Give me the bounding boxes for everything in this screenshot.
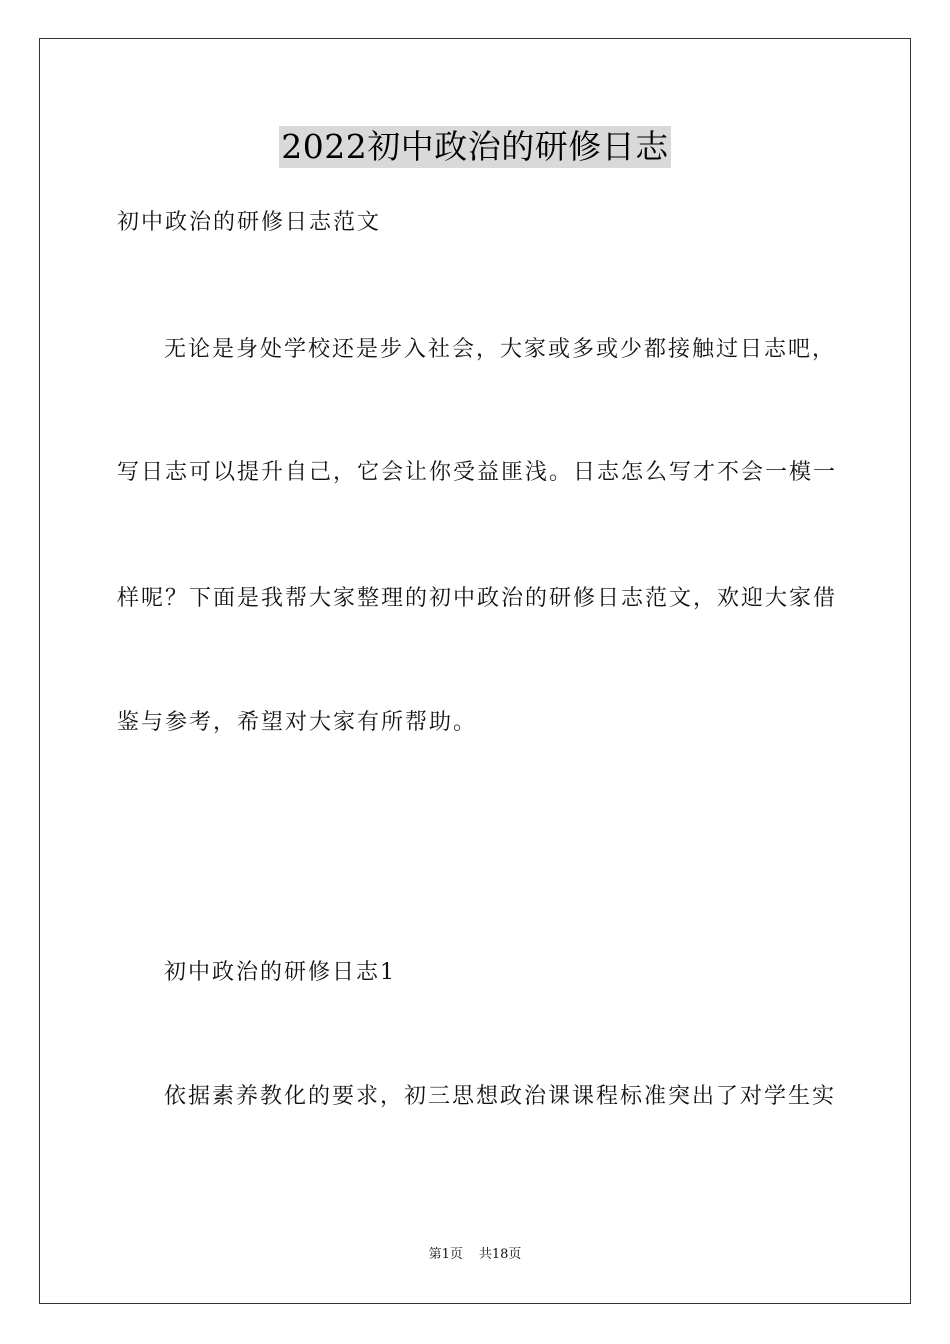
title-container <box>0 126 950 168</box>
intro-paragraph-line-3: 样呢？下面是我帮大家整理的初中政治的研修日志范文，欢迎大家借 <box>117 586 838 611</box>
document-subtitle: 初中政治的研修日志范文 <box>117 210 382 235</box>
document-title: 2022初中政治的研修日志 <box>281 127 669 166</box>
intro-paragraph-line-4: 鉴与参考，希望对大家有所帮助。 <box>117 710 478 735</box>
page-total: 共18页 <box>478 1247 522 1262</box>
section-heading: 初中政治的研修日志1 <box>164 960 396 985</box>
section-paragraph-line-1: 依据素养教化的要求，初三思想政治课课程标准突出了对学生实 <box>164 1084 837 1109</box>
intro-paragraph-line-2: 写日志可以提升自己，它会让你受益匪浅。日志怎么写才不会一模一 <box>117 460 838 485</box>
page-number: 第1页 <box>428 1247 463 1262</box>
intro-paragraph-line-1: 无论是身处学校还是步入社会，大家或多或少都接触过日志吧， <box>164 337 837 362</box>
page-footer <box>0 1246 950 1264</box>
